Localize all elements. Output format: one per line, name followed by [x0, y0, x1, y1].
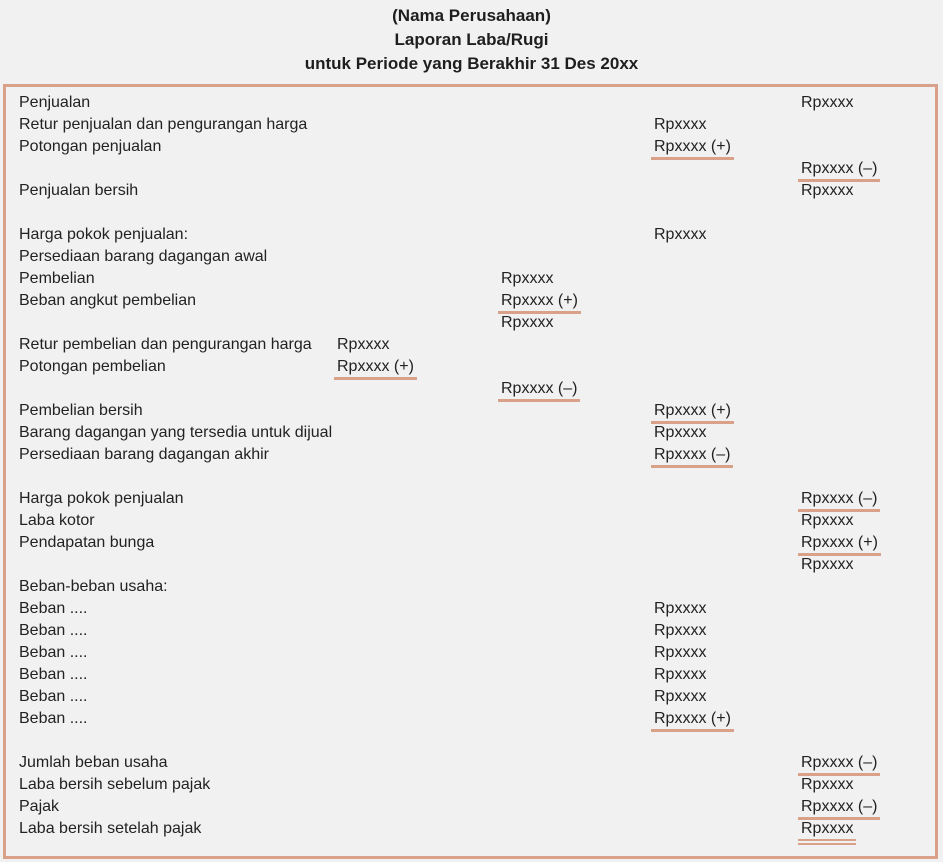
- row-label: Pajak: [19, 798, 60, 815]
- row-amount: Rpxxxx (+): [498, 291, 581, 314]
- row-amount: Rpxxxx (–): [798, 489, 880, 512]
- row-amount: Rpxxxx (+): [651, 401, 734, 424]
- row-label: Beban-beban usaha:: [19, 578, 168, 595]
- row-label: Laba kotor: [19, 512, 95, 529]
- row-amount: Rpxxxx: [798, 819, 856, 845]
- report-title: Laporan Laba/Rugi: [394, 30, 549, 49]
- row-amount: Rpxxxx: [801, 776, 854, 793]
- row-amount: Rpxxxx: [801, 512, 854, 529]
- row-amount: Rpxxxx (–): [798, 797, 880, 820]
- row-label: Penjualan bersih: [19, 182, 139, 199]
- row-label: Retur pembelian dan pengurangan harga: [19, 336, 312, 353]
- report-period: untuk Periode yang Berakhir 31 Des 20xx: [304, 54, 639, 73]
- row-label: Potongan penjualan: [19, 138, 162, 155]
- row-label: Beban ....: [19, 600, 88, 617]
- row-label: Pembelian bersih: [19, 402, 143, 419]
- row-label: Pembelian: [19, 270, 95, 287]
- row-amount: Rpxxxx: [654, 688, 707, 705]
- row-label: Laba bersih sebelum pajak: [19, 776, 211, 793]
- row-label: Harga pokok penjualan: [19, 490, 184, 507]
- row-label: Retur penjualan dan pengurangan harga: [19, 116, 308, 133]
- row-amount: Rpxxxx: [654, 622, 707, 639]
- row-amount: Rpxxxx (–): [651, 445, 733, 468]
- row-amount: Rpxxxx (+): [651, 137, 734, 160]
- row-label: Beban ....: [19, 666, 88, 683]
- row-label: Persediaan barang dagangan akhir: [19, 446, 269, 463]
- row-amount: Rpxxxx: [801, 182, 854, 199]
- row-amount: Rpxxxx: [501, 314, 554, 331]
- row-amount: Rpxxxx: [501, 270, 554, 287]
- row-amount: Rpxxxx: [801, 94, 854, 111]
- row-label: Potongan pembelian: [19, 358, 166, 375]
- row-label: Persediaan barang dagangan awal: [19, 248, 268, 265]
- row-label: Beban angkut pembelian: [19, 292, 197, 309]
- row-amount: Rpxxxx: [801, 556, 854, 573]
- company-name: (Nama Perusahaan): [392, 6, 551, 25]
- row-amount: Rpxxxx (+): [651, 709, 734, 732]
- row-label: Harga pokok penjualan:: [19, 226, 189, 243]
- row-label: Jumlah beban usaha: [19, 754, 168, 771]
- row-amount: Rpxxxx (+): [334, 357, 417, 380]
- row-label: Beban ....: [19, 644, 88, 661]
- row-amount: Rpxxxx (–): [798, 159, 880, 182]
- row-amount: Rpxxxx: [654, 666, 707, 683]
- row-label: Beban ....: [19, 622, 88, 639]
- row-amount: Rpxxxx: [654, 644, 707, 661]
- row-amount: Rpxxxx: [337, 336, 390, 353]
- row-label: Barang dagangan yang tersedia untuk dijual: [19, 424, 333, 441]
- row-amount: Rpxxxx: [654, 116, 707, 133]
- row-amount: Rpxxxx: [654, 226, 707, 243]
- row-label: Pendapatan bunga: [19, 534, 155, 551]
- row-amount: Rpxxxx: [654, 424, 707, 441]
- row-amount: Rpxxxx: [654, 600, 707, 617]
- row-amount: Rpxxxx (–): [498, 379, 580, 402]
- row-amount: Rpxxxx (–): [798, 753, 880, 776]
- statement-frame: [3, 84, 938, 859]
- row-label: Penjualan: [19, 94, 91, 111]
- row-label: Beban ....: [19, 688, 88, 705]
- row-amount: Rpxxxx (+): [798, 533, 881, 556]
- row-label: Beban ....: [19, 710, 88, 727]
- row-label: Laba bersih setelah pajak: [19, 820, 202, 837]
